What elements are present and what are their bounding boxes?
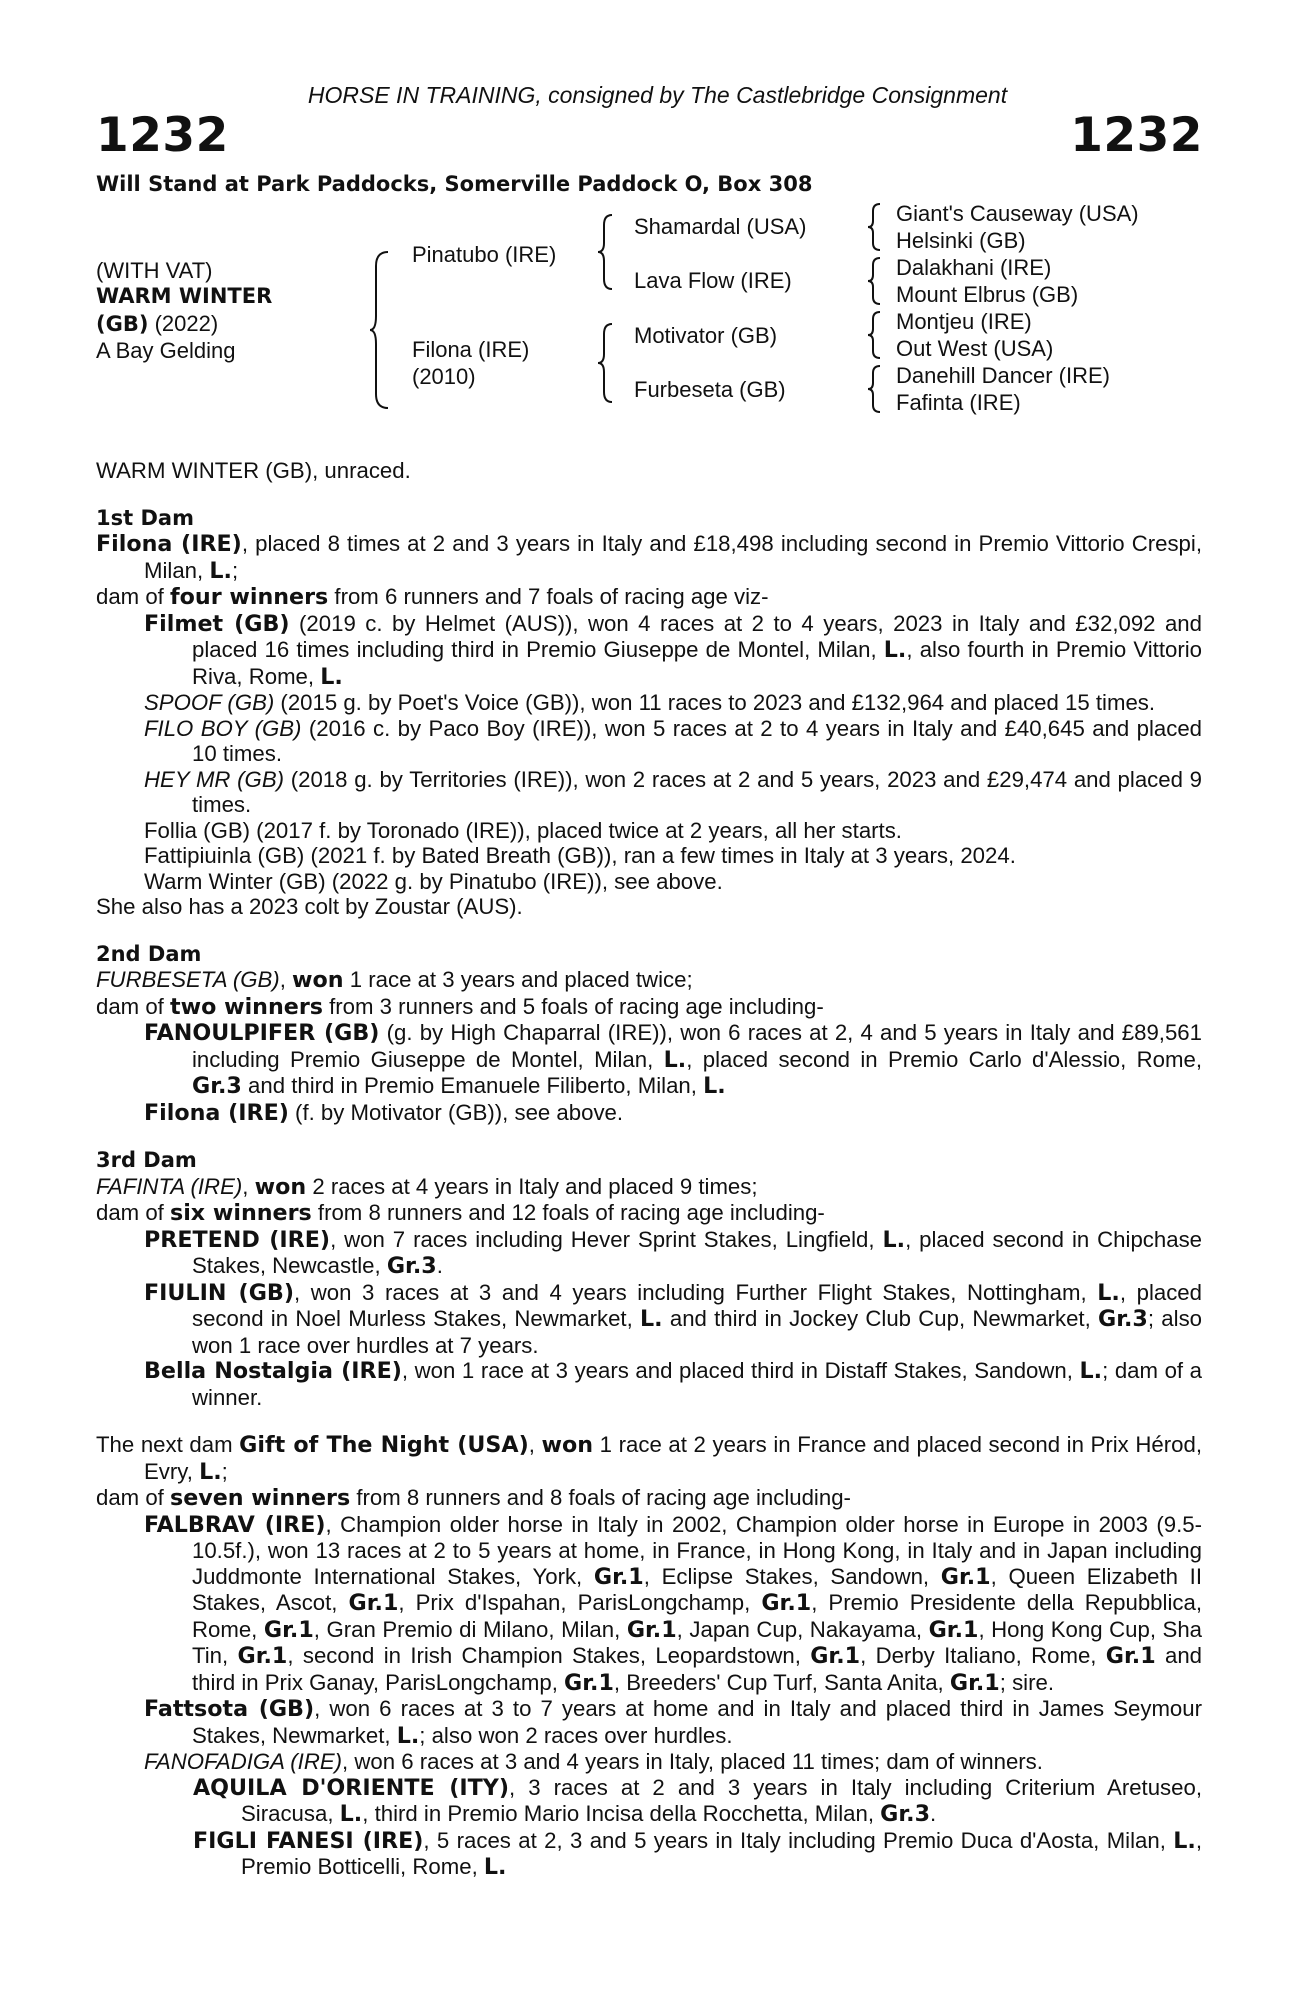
produce-falbrav [96,1512,1202,1697]
grade-label: Gr.1 [949,1669,1000,1696]
dam-brace [596,322,614,404]
brace-sd [866,256,882,306]
produce-text: , won 1 race at 3 years and placed third in Distaff Stakes, Sandown, [401,1358,1080,1383]
produce-name: HEY MR (GB) [144,766,285,792]
produce-filmet [96,611,1202,691]
produce-text: , won 7 races including Hever Sprint Stakes, Lingfield, [330,1226,883,1252]
next-dam-para: The next dam Gift of The Night (USA), won 1 race at 2 years in France and placed second in Prix Hérod, Evry, L.; [96,1432,1202,1485]
second-dam-heading: 2nd Dam [96,941,202,966]
winners-count: six winners [170,1200,312,1226]
grade-label: Gr.1 [940,1563,991,1590]
produce-name: PRETEND (IRE) [144,1226,331,1253]
grade-label: L. [339,1801,363,1827]
winners-count: seven winners [170,1485,351,1511]
produce-name: FANOULPIFER (GB) [144,1020,380,1046]
produce-text: , Prix d'Ispahan, ParisLongchamp, [398,1590,762,1615]
grade-label: Gr.1 [810,1643,861,1669]
grade-label: Gr.3 [192,1073,242,1099]
spacer [96,1410,1202,1432]
runners-text: from 8 runners and 8 foals of racing age including- [350,1485,851,1510]
produce-text: (2018 g. by Territories (IRE)), won 2 races at 2 and 5 years, 2023 and £29,474 and placed 9 times. [192,766,1203,817]
produce-text: ; also won 1 race over hurdles at 7 years. [192,1306,1202,1358]
first-dam-name: Filona (IRE) [96,531,242,557]
grade-label: Gr.1 [564,1669,614,1696]
ped-ssd: Helsinki (GB) [896,228,1026,253]
sire-brace [596,213,614,291]
produce-name: AQUILA D'ORIENTE (ITY) [193,1774,509,1801]
stand-location: Will Stand at Park Paddocks, Somerville Paddock O, Box 308 [96,172,813,196]
first-dam-text: , placed 8 times at 2 and 3 years in Italy and £18,498 including second in Premio Vittorio Crespi, Milan, [144,531,1202,583]
grade-label: Gr.3 [386,1253,437,1279]
grade-label: L. [320,663,343,690]
second-dam-text: 1 race at 3 years and placed twice; [343,967,693,992]
next-dam-text: 1 race at 2 years in France and placed second in Prix Hérod, Evry, [144,1432,1202,1484]
dam-of-text: dam of [96,1200,170,1225]
produce-text: ; sire. [999,1669,1054,1695]
winners-count: two winners [170,993,323,1020]
produce-fiulin [96,1280,1202,1359]
grade-label: L. [209,557,232,584]
dam-of-text: dam of [96,1485,170,1510]
produce-warm-winter: Warm Winter (GB) (2022 g. by Pinatubo (IRE)), see above. [144,868,723,894]
produce-fanoulpifer [96,1020,1202,1100]
dam-dam: Furbeseta (GB) [634,377,786,402]
horse-name: WARM WINTER [96,284,273,308]
grade-label: Gr.1 [237,1643,288,1669]
produce-text: , won 6 races at 3 and 4 years in Italy, placed 11 times; dam of winners. [342,1749,1043,1774]
grade-label: L. [483,1854,507,1880]
brace-ds [866,310,882,360]
produce-text: , 5 races at 2, 3 and 5 years in Italy including Premio Duca d'Aosta, Milan, [423,1827,1174,1853]
produce-follia: Follia (GB) (2017 f. by Toronado (IRE)), placed twice at 2 years, all her starts. [144,817,902,843]
next-dam-prefix: The next dam [96,1432,240,1457]
sire-dam: Lava Flow (IRE) [634,268,792,293]
produce-text: , Breeders' Cup Turf, Santa Anita, [613,1669,950,1695]
grade-label: L. [1079,1358,1103,1384]
horse-country: (GB) [96,312,149,336]
pedigree-brace-main [368,250,392,410]
produce-text: , won 6 races at 3 to 7 years at home and in Italy and placed third in James Seymour Stakes, Newmarket, [192,1696,1202,1748]
ped-sdd: Mount Elbrus (GB) [896,282,1079,307]
produce-spoof [96,690,1202,716]
produce-pretend: PRETEND (IRE), won 7 races including Hever Sprint Stakes, Lingfield, L., placed second in Chipchase Stakes, Newcastle, Gr.3. [144,1226,1202,1279]
consignment-header: HORSE IN TRAINING, consigned by The Castlebridge Consignment [307,82,1008,108]
produce-text: , Champion older horse in Italy in 2002, Champion older horse in Europe in 2003 (9.5-10.5f.), won 13 races at 2 to 5 years at home, in France, in Hong Kong, in Italy and in Japan including Juddmonte International Stakes, York, [192,1511,1202,1589]
produce-name: FALBRAV (IRE) [144,1511,326,1538]
grade-label: Gr.1 [263,1616,314,1643]
produce-text: , Eclipse Stakes, Sandown, [643,1563,941,1589]
catalogue-body [96,458,1202,1881]
produce-name: Filmet (GB) [144,610,290,637]
produce-text: , Premio Presidente della Repubblica, Rome, [192,1590,1202,1642]
first-dam-para [96,531,1202,584]
produce-text: , Derby Italiano, Rome, [860,1643,1106,1668]
third-dam-produce-line [96,1200,1202,1227]
ped-sds: Dalakhani (IRE) [896,255,1052,280]
produce-text: ; dam of a winner. [192,1358,1202,1410]
lot-number-right: 1232 [1070,108,1203,163]
produce-text: (2016 c. by Paco Boy (IRE)), won 5 races at 2 to 4 years in Italy and £40,645 and placed 10 times. [192,715,1203,766]
produce-name: FANOFADIGA (IRE) [144,1749,343,1774]
grade-label: L. [663,1046,687,1073]
produce-name: Fattsota (GB) [144,1696,315,1722]
grade-label: Gr.3 [1098,1306,1148,1332]
vat-note: (WITH VAT) [96,258,213,283]
produce-fanofadiga [96,1749,1202,1775]
runners-text: from 6 runners and 7 foals of racing age viz- [328,584,769,609]
grade-label: Gr.1 [761,1590,812,1616]
dam-of-text: dam of [96,993,170,1019]
grade-label: Gr.1 [928,1616,979,1643]
grade-label: L. [640,1306,663,1332]
produce-name: SPOOF (GB) [144,690,275,715]
intro-line: WARM WINTER (GB), unraced. [96,458,411,483]
produce-filona [96,1100,1202,1127]
lot-number-left: 1232 [96,108,229,163]
produce-name: FIGLI FANESI (IRE) [193,1827,424,1854]
grade-label: Gr.3 [880,1801,931,1827]
produce-name: FIULIN (GB) [144,1279,294,1306]
first-dam-produce-line [96,584,1202,611]
produce-text: and third in Jockey Club Cup, Newmarket, [662,1306,1099,1331]
second-dam-name: FURBESETA (GB) [96,967,280,992]
ped-dds: Danehill Dancer (IRE) [896,363,1110,388]
runners-text: from 8 runners and 12 foals of racing age including- [311,1200,825,1225]
produce-text: , Japan Cup, Nakayama, [676,1616,929,1642]
produce-text: , 3 races at 2 and 3 years in Italy including Criterium Aretuseo, Siracusa, [241,1774,1202,1826]
won-label: won [292,967,344,993]
produce-text: , placed second in Chipchase Stakes, Newcastle, [192,1226,1202,1278]
ped-dsd: Out West (USA) [896,336,1054,361]
grade-label: Gr.1 [1105,1643,1156,1669]
produce-text: , Hong Kong Cup, Sha Tin, [192,1616,1203,1668]
winners-count: four winners [170,584,329,610]
grade-label: Gr.1 [626,1616,677,1643]
dam-name: Filona (IRE) [412,337,530,362]
produce-hey-mr [96,767,1202,818]
dam-of-text: dam of [96,584,170,609]
produce-text: , third in Premio Mario Incisa della Rocchetta, Milan, [362,1801,881,1826]
second-dam-para: FURBESETA (GB), won 1 race at 3 years and placed twice; [96,967,693,993]
produce-text: (2015 g. by Poet's Voice (GB)), won 11 races to 2023 and £132,964 and placed 15 times. [274,690,1156,715]
produce-text: , Gran Premio di Milano, Milan, [313,1616,627,1642]
produce-colt-note: She also has a 2023 colt by Zoustar (AUS). [96,894,523,919]
produce-fattipiuinla: Fattipiuinla (GB) (2021 f. by Bated Breath (GB)), ran a few times in Italy at 3 years, 2024. [144,843,1016,868]
grade-label: L. [703,1073,726,1099]
produce-aquila: AQUILA D'ORIENTE (ITY), 3 races at 2 and 3 years in Italy including Criterium Aretuseo, Siracusa, L., third in Premio Mario Incisa della Rocchetta, Milan, Gr.3. [193,1774,1202,1827]
punct: ; [231,557,239,583]
produce-name: Filona (IRE) [144,1099,289,1126]
runners-text: from 3 runners and 5 foals of racing age including- [322,993,824,1019]
produce-bella-nostalgia [96,1358,1202,1410]
won-label: won [254,1173,307,1200]
produce-text: ; also won 2 races over hurdles. [419,1722,733,1748]
produce-text: , second in Irish Champion Stakes, Leopardstown, [287,1643,811,1668]
grade-label: L. [1097,1279,1120,1306]
horse-description: A Bay Gelding [96,338,236,363]
grade-label: L. [1173,1827,1196,1854]
produce-text: and third in Prix Ganay, ParisLongchamp, [192,1643,1203,1695]
ped-ddd: Fafinta (IRE) [896,390,1021,415]
first-dam-heading: 1st Dam [96,505,194,530]
brace-ss [866,202,882,252]
dam-year: (2010) [412,364,476,389]
next-dam-name: Gift of The Night (USA) [239,1432,529,1458]
grade-label: Gr.1 [593,1563,644,1590]
produce-figli-fanesi [96,1828,1202,1881]
third-dam-heading: 3rd Dam [96,1148,197,1172]
won-label: won [541,1432,594,1458]
horse-year: (2022) [154,311,219,336]
third-dam-name: FAFINTA (IRE) [96,1173,243,1199]
ped-sss: Giant's Causeway (USA) [896,201,1139,226]
produce-text: , also fourth in Premio Vittorio Riva, Rome, [192,637,1202,689]
produce-name: Bella Nostalgia (IRE) [144,1358,402,1384]
produce-text: (2019 c. by Helmet (AUS)), won 4 races at 2 to 4 years, 2023 in Italy and £32,092 and placed 16 times including third in Premio Giuseppe de Montel, Milan, [192,610,1202,662]
produce-filo-boy [96,716,1202,767]
second-dam-produce-line [96,994,1202,1021]
third-dam-text: 2 races at 4 years in Italy and placed 9 times; [306,1173,758,1199]
grade-label: L. [396,1722,420,1749]
produce-text: and third in Premio Emanuele Filiberto, Milan, [241,1073,704,1098]
produce-text: , placed second in Premio Carlo d'Alessio, Rome, [686,1046,1202,1072]
grade-label: Gr.1 [348,1590,399,1616]
produce-text: (g. by High Chaparral (IRE)), won 6 races at 2, 4 and 5 years in Italy and £89,561 including Premio Giuseppe de Montel, Milan, [192,1020,1202,1072]
produce-name: FILO BOY (GB) [144,715,302,741]
sire-name: Pinatubo (IRE) [412,242,557,267]
produce-fattsota [96,1696,1202,1749]
third-dam-para: FAFINTA (IRE), won 2 races at 4 years in Italy and placed 9 times; [96,1173,758,1200]
ped-dss: Montjeu (IRE) [896,309,1032,334]
next-dam-produce-line [96,1485,1202,1512]
dam-sire: Motivator (GB) [634,323,778,348]
grade-label: L. [882,1226,906,1253]
produce-text: , won 3 races at 3 and 4 years including Further Flight Stakes, Nottingham, [293,1279,1098,1305]
horse-origin [96,310,218,338]
produce-text: , placed second in Noel Murless Stakes, Newmarket, [192,1279,1202,1331]
produce-text: , Queen Elizabeth II Stakes, Ascot, [192,1563,1202,1615]
produce-text: , Premio Botticelli, Rome, [241,1827,1202,1879]
grade-label: L. [199,1458,222,1485]
produce-text: (f. by Motivator (GB)), see above. [288,1099,624,1125]
sire-sire: Shamardal (USA) [634,214,807,239]
brace-dd [866,364,882,414]
grade-label: L. [883,637,907,663]
